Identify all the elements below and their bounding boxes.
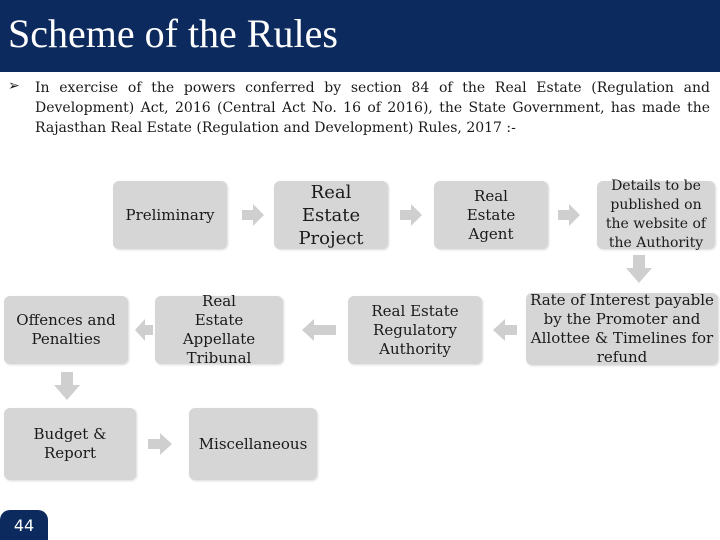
- arrow-down-icon: [54, 372, 80, 400]
- box-offences-label: Offences and Penalties: [16, 311, 116, 348]
- arrow-right-icon: [558, 203, 580, 227]
- arrow-down-icon: [626, 255, 652, 283]
- box-interest-rate: [526, 293, 718, 365]
- box-project-label: Real Estate Project: [298, 181, 364, 249]
- box-offences-penalties: [4, 296, 128, 364]
- box-website-label: Details to be published on the website of the Authority: [605, 178, 707, 251]
- box-appellate-tribunal: [155, 292, 283, 367]
- box-website-details: [597, 178, 715, 251]
- slide-title: Scheme of the Rules: [8, 11, 338, 56]
- arrow-right-icon: [242, 203, 264, 227]
- box-tribunal-label: Real Estate Appellate Tribunal: [182, 292, 256, 367]
- box-misc-label: Miscellaneous: [198, 434, 308, 453]
- box-authority-label: Real Estate Regulatory Authority: [371, 301, 459, 358]
- box-real-estate-project: [274, 181, 388, 249]
- arrow-left-icon: [493, 318, 517, 342]
- box-preliminary: [113, 181, 227, 249]
- box-regulatory-authority: [348, 296, 482, 364]
- box-interest-label: Rate of Interest payable by the Promoter and Allottee & Timelines for refund: [530, 291, 714, 366]
- intro-text: In exercise of the powers conferred by section 84 of the Real Estate (Regulation and Development) Act, 2016 (Central Act No. 16 of 2016), the State Government, has made the Rajasthan Real Estate (Regulation and Development) Rules, 2017 :-: [35, 80, 710, 136]
- title-bar: [0, 0, 720, 72]
- arrow-bullet-icon: ➢: [8, 78, 20, 94]
- box-budget-report: [4, 408, 136, 480]
- box-agent-label: Real Estate Agent: [466, 186, 516, 243]
- box-real-estate-agent: [434, 181, 548, 249]
- arrow-left-icon: [302, 318, 336, 342]
- arrow-left-icon: [135, 318, 153, 342]
- box-miscellaneous: [189, 408, 317, 480]
- arrow-right-icon: [400, 203, 422, 227]
- intro-bullet: [8, 78, 710, 138]
- box-budget-label: Budget & Report: [33, 425, 107, 462]
- box-preliminary-label: Preliminary: [125, 205, 215, 224]
- arrow-right-icon: [148, 432, 172, 456]
- page-number: 44: [0, 510, 48, 540]
